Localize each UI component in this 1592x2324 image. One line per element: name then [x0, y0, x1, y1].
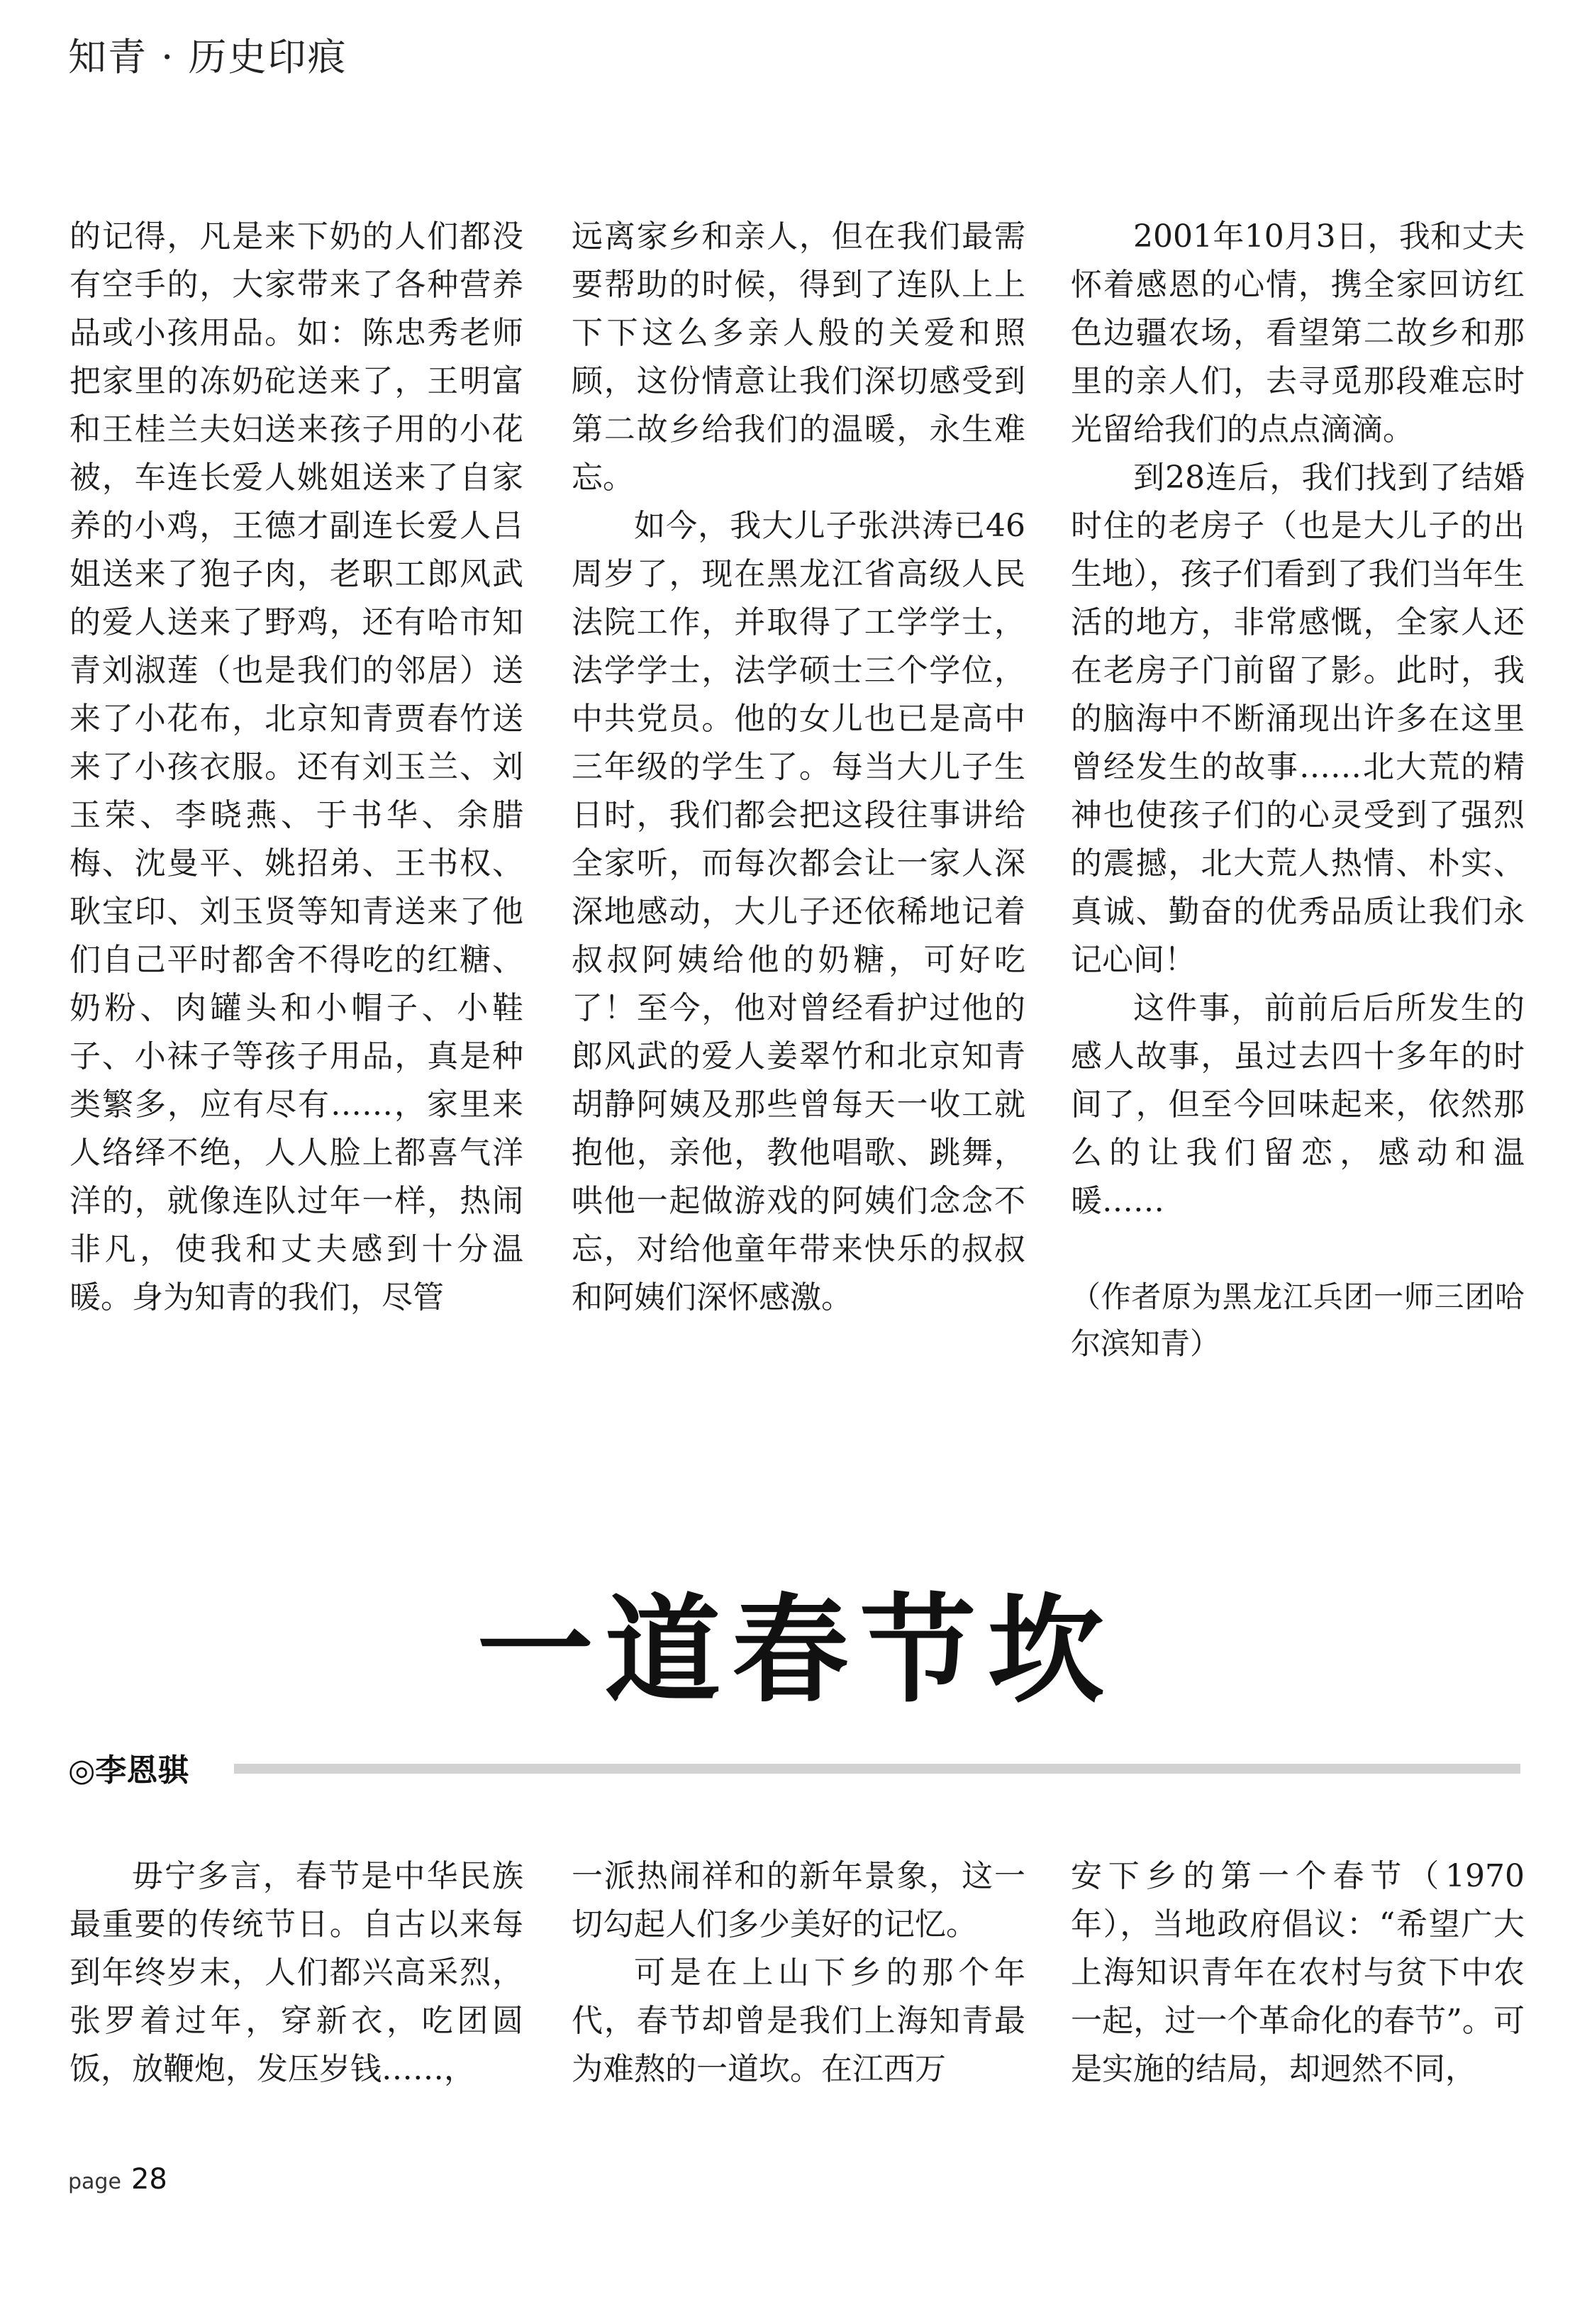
author-note: （作者原为黑龙江兵团一师三团哈尔滨知青）	[1071, 1279, 1525, 1361]
page-number: 28	[130, 2163, 167, 2196]
paragraph: 毋宁多言，春节是中华民族最重要的传统节日。自古以来每到年终岁末，人们都兴高采烈，张罗着过年，穿新衣，吃团圆饭，放鞭炮，发压岁钱……，	[69, 1858, 523, 2087]
section-header: 知青 · 历史印痕	[68, 35, 347, 79]
paragraph: 的记得，凡是来下奶的人们都没有空手的，大家带来了各种营养品或小孩用品。如：陈忠秀老师把家里的冻奶砣送来了，王明富和王桂兰夫妇送来孩子用的小花被，车连长爱人姚姐送来了自家养的小鸡，王德才副连长爱人吕姐送来了狍子肉，老职工郎风武的爱人送来了野鸡，还有哈市知青刘淑莲（也是我们的邻居）送来了小花布，北京知青贾春竹送来了小孩衣服。还有刘玉兰、刘玉荣、李晓燕、于书华、余腊梅、沈曼平、姚招弟、王书权、耿宝印、刘玉贤等知青送来了他们自己平时都舍不得吃的红糖、奶粉、肉罐头和小帽子、小鞋子、小袜子等孩子用品，真是种类繁多，应有尽有……，家里来人络绎不绝，人人脸上都喜气洋洋的，就像连队过年一样，热闹非凡，使我和丈夫感到十分温暖。身为知青的我们，尽管	[69, 218, 523, 1316]
paragraph: 如今，我大儿子张洪涛已46周岁了，现在黑龙江省高级人民法院工作，并取得了工学学士，法学学士，法学硕士三个学位，中共党员。他的女儿也已是高中三年级的学生了。每当大儿子生日时，我们都会把这段往事讲给全家听，而每次都会让一家人深深地感动，大儿子还依稀地记着叔叔阿姨给他的奶糖，可好吃了！至今，他对曾经看护过他的郎风武的爱人姜翠竹和北京知青胡静阿姨及那些曾每天一收工就抱他，亲他，教他唱歌、跳舞，哄他一起做游戏的阿姨们念念不忘，对给他童年带来快乐的叔叔和阿姨们深怀感激。	[572, 508, 1025, 1316]
paragraph: 安下乡的第一个春节（1970年），当地政府倡议：“希望广大上海知识青年在农村与贫下中农一起，过一个革命化的春节”。可是实施的结局，却迥然不同，	[1071, 1858, 1525, 2087]
article1-column-3	[1071, 213, 1525, 1367]
article1-column-2	[572, 213, 1025, 1322]
paragraph: 一派热闹祥和的新年景象，这一切勾起人们多少美好的记忆。	[572, 1858, 1025, 1942]
paragraph: 可是在上山下乡的那个年代，春节却曾是我们上海知青最为难熬的一道坎。在江西万	[572, 1955, 1025, 2087]
article2-column-3	[1071, 1852, 1525, 2094]
article2-column-2	[572, 1852, 1025, 2094]
byline-divider	[234, 1764, 1520, 1774]
paragraph: 到28连后，我们找到了结婚时住的老房子（也是大儿子的出生地），孩子们看到了我们当年生活的地方，非常感慨，全家人还在老房子门前留了影。此时，我的脑海中不断涌现出许多在这里曾经发生的故事……北大荒的精神也使孩子们的心灵受到了强烈的震撼，北大荒人热情、朴实、真诚、勤奋的优秀品质让我们永记心间！	[1071, 460, 1525, 978]
article-title: 一道春节坎	[477, 1581, 1115, 1718]
paragraph: 2001年10月3日，我和丈夫怀着感恩的心情，携全家回访红色边疆农场，看望第二故乡和那里的亲人们，去寻觅那段难忘时光留给我们的点点滴滴。	[1071, 218, 1525, 447]
author-byline: ◎李恩骐	[68, 1752, 189, 1789]
paragraph: 远离家乡和亲人，但在我们最需要帮助的时候，得到了连队上上下下这么多亲人般的关爱和照顾，这份情意让我们深切感受到第二故乡给我们的温暖，永生难忘。	[572, 218, 1025, 496]
page-label: page	[68, 2169, 121, 2194]
paragraph: 这件事，前前后后所发生的感人故事，虽过去四十多年的时间了，但至今回味起来，依然那么的让我们留恋，感动和温暖……	[1071, 990, 1525, 1219]
page-footer	[68, 2163, 167, 2196]
article2-column-1	[69, 1852, 523, 2094]
article1-column-1	[69, 213, 523, 1322]
